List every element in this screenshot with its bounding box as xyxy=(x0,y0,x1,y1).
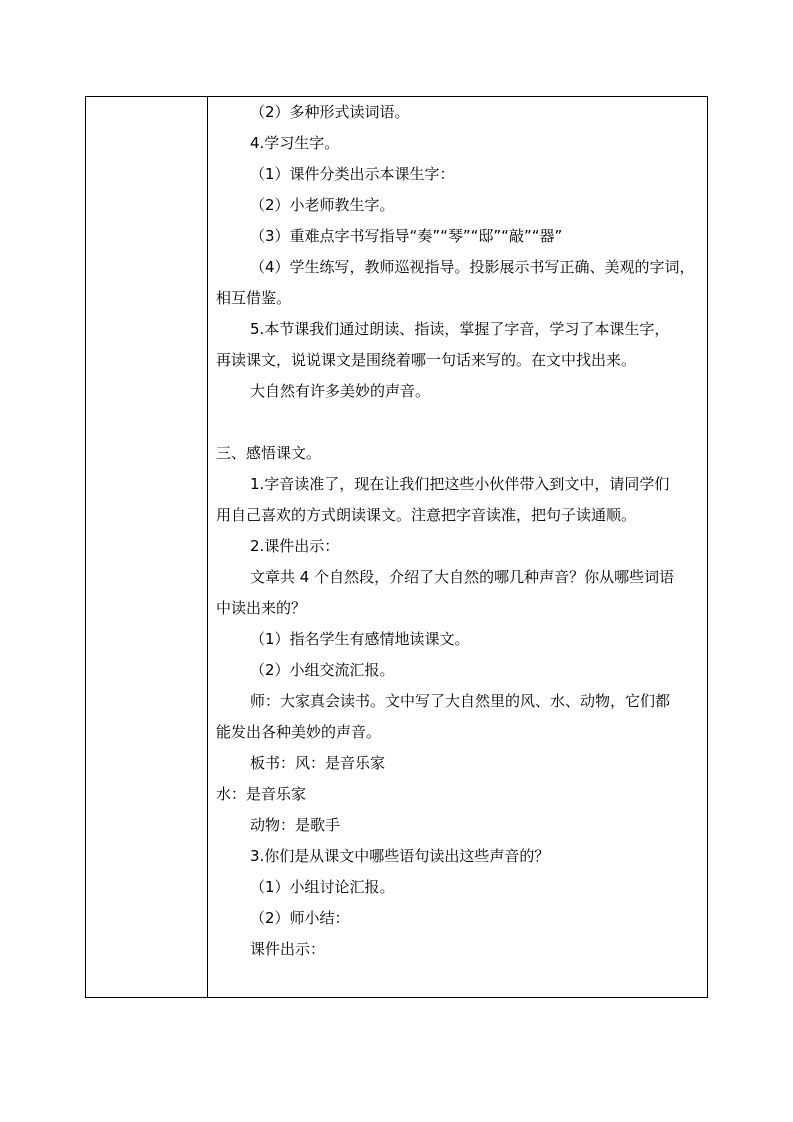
text-line: （2）小老师教生字。 xyxy=(250,196,395,214)
text-line: 动物：是歌手 xyxy=(250,816,341,834)
text-line: 能发出各种美妙的声音。 xyxy=(216,723,382,741)
text-line: （2）多种形式读词语。 xyxy=(250,103,410,121)
text-line: 中读出来的？ xyxy=(216,599,307,617)
text-line: 再读课文，说说课文是围绕着哪一句话来写的。在文中找出来。 xyxy=(216,351,637,369)
text-line: （1）课件分类出示本课生字： xyxy=(250,165,455,183)
text-line: 5.本节课我们通过朗读、指读，掌握了字音，学习了本课生字， xyxy=(250,320,670,338)
column-divider xyxy=(207,97,208,997)
text-line: 3.你们是从课文中哪些语句读出这些声音的？ xyxy=(250,847,550,865)
text-line: 用自己喜欢的方式朗读课文。注意把字音读准，把句子读通顺。 xyxy=(216,506,637,524)
text-line: （4）学生练写，教师巡视指导。投影展示书写正确、美观的字词， xyxy=(250,258,695,276)
text-line: 水：是音乐家 xyxy=(216,785,307,803)
text-line: 1.字音读准了，现在让我们把这些小伙伴带入到文中，请同学们 xyxy=(250,475,670,493)
text-line: （3）重难点字书写指导“奏”“琴”“邸”“敲”“器” xyxy=(250,227,563,245)
text-line: 文章共 4 个自然段，介绍了大自然的哪几种声音？你从哪些词语 xyxy=(250,568,675,586)
text-line: 大自然有许多美妙的声音。 xyxy=(250,382,431,400)
lesson-content xyxy=(216,97,699,965)
blank-line xyxy=(216,407,699,438)
section-heading: 三、感悟课文。 xyxy=(216,444,322,462)
text-line: 2.课件出示： xyxy=(250,537,340,555)
text-line: （2）师小结： xyxy=(250,909,350,927)
text-line: 板书：风：是音乐家 xyxy=(250,754,386,772)
text-line: 相互借鉴。 xyxy=(216,289,292,307)
text-line: 4.学习生字。 xyxy=(250,134,340,152)
text-line: （2）小组交流汇报。 xyxy=(250,661,395,679)
text-line: 师：大家真会读书。文中写了大自然里的风、水、动物，它们都 xyxy=(250,692,671,710)
text-line: 课件出示： xyxy=(250,940,326,958)
text-line: （1）指名学生有感情地读课文。 xyxy=(250,630,470,648)
text-line: （1）小组讨论汇报。 xyxy=(250,878,395,896)
lesson-table xyxy=(85,96,708,998)
